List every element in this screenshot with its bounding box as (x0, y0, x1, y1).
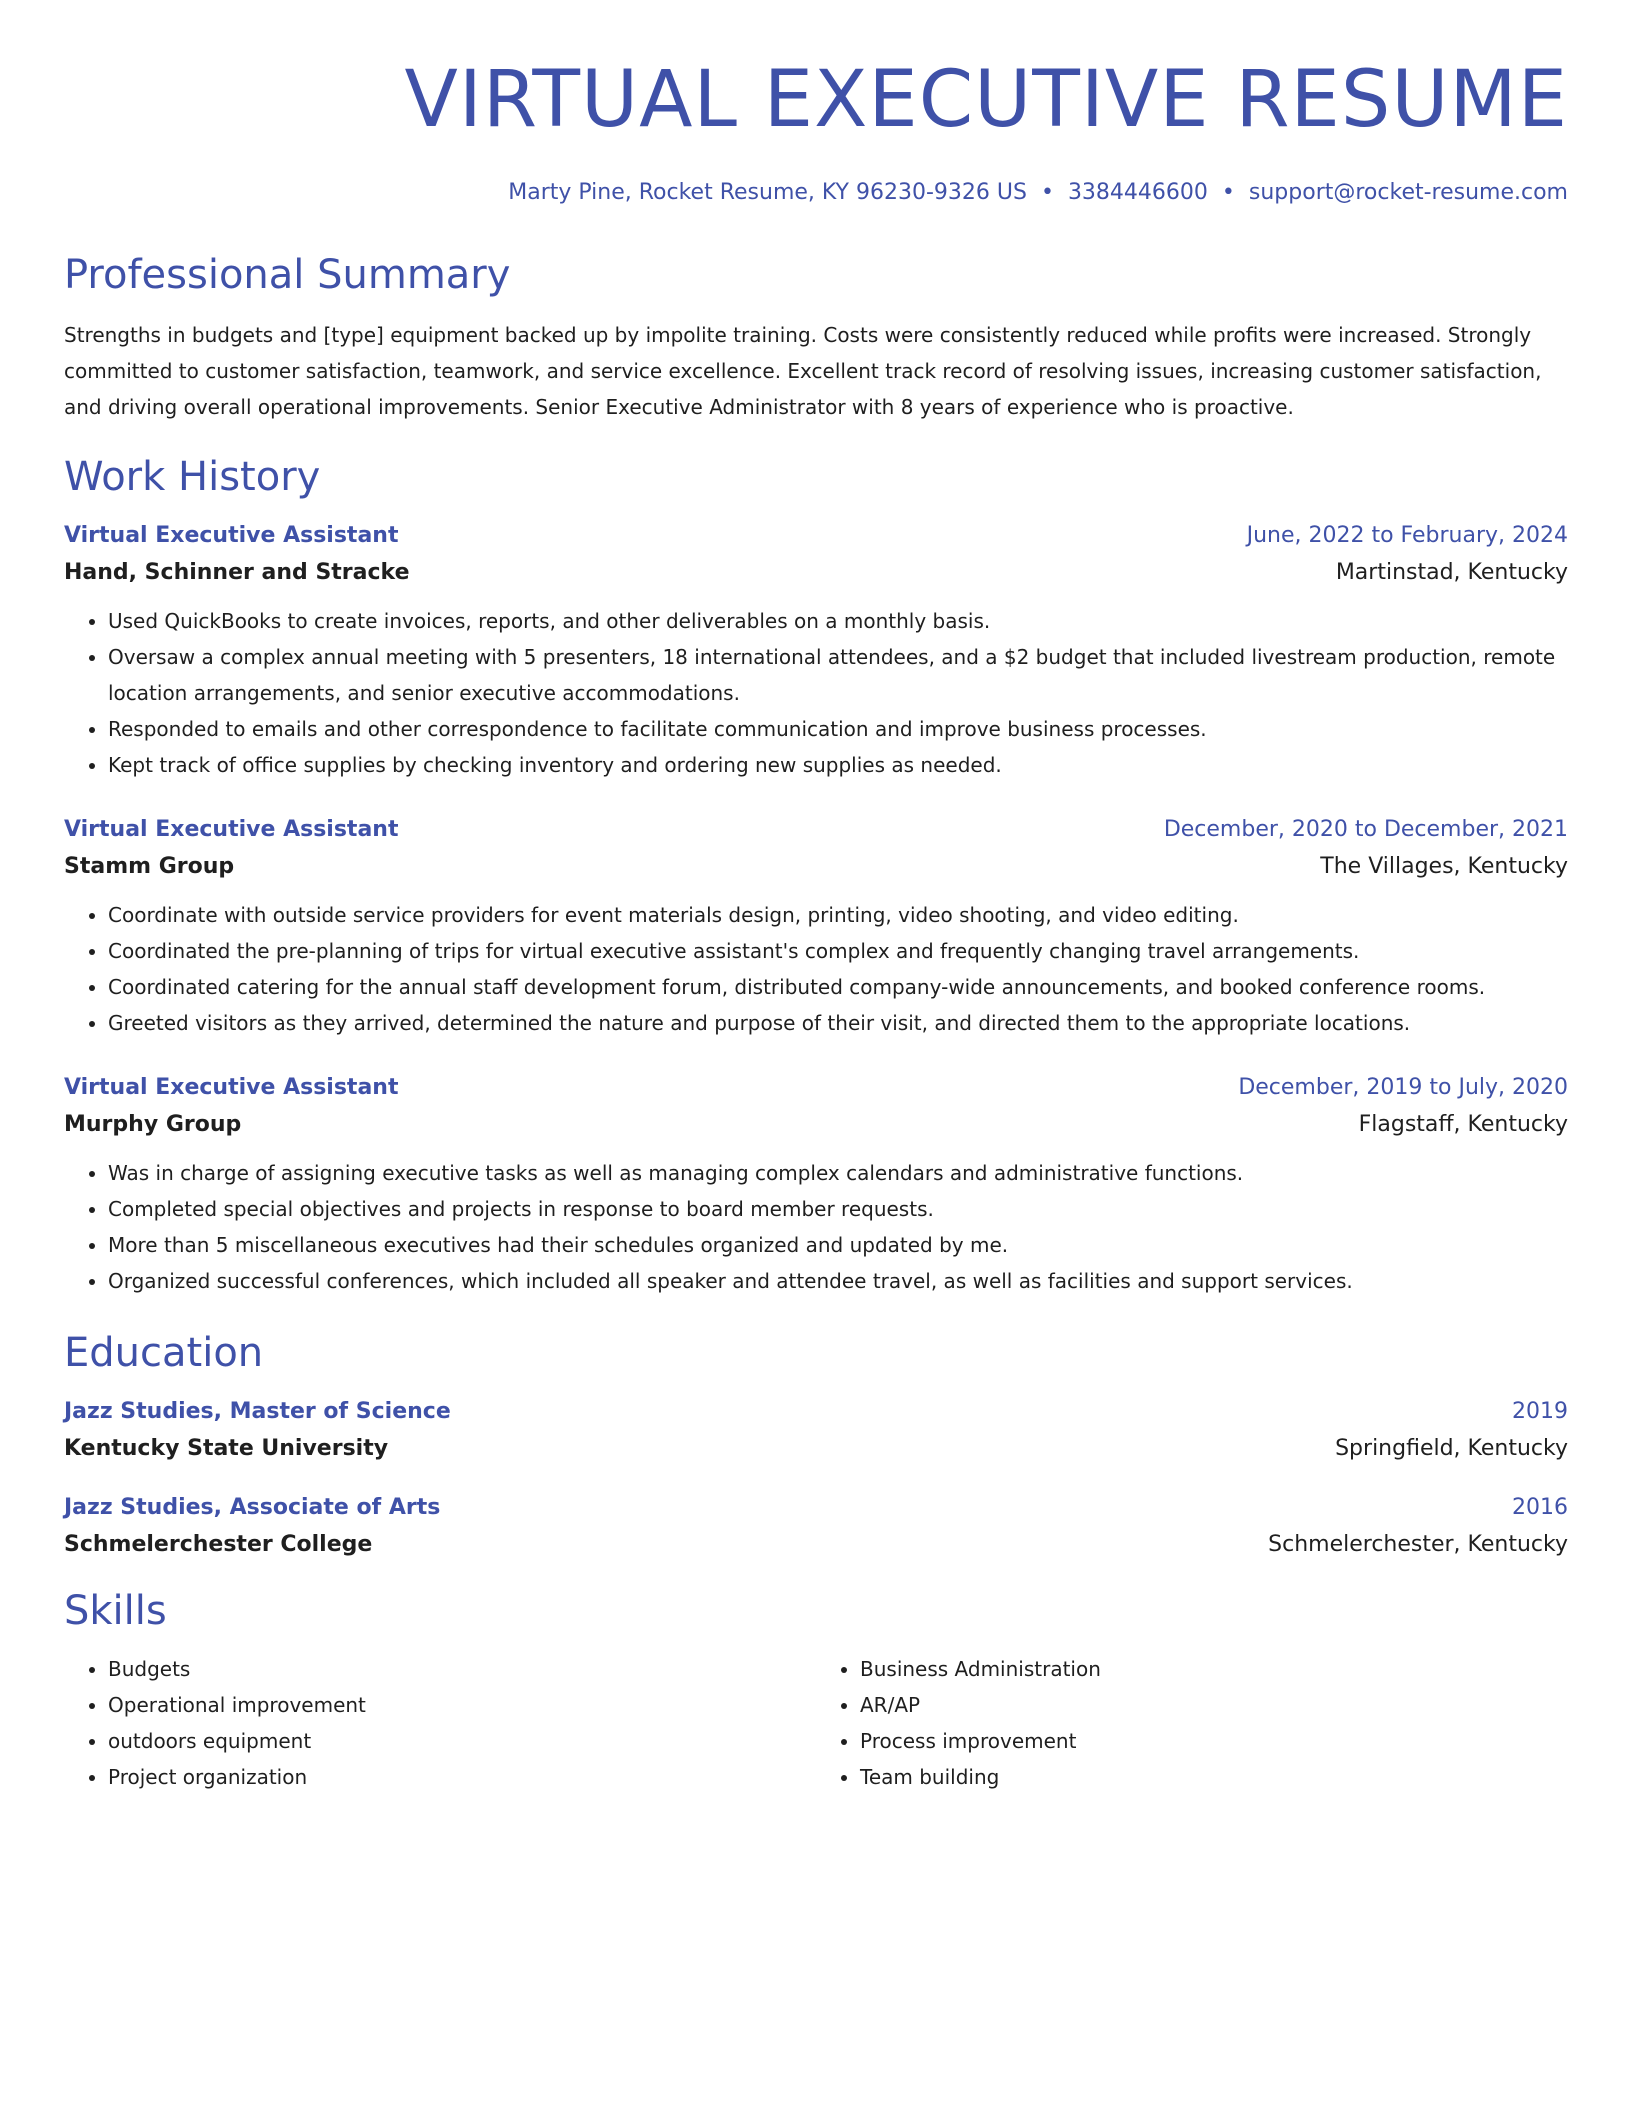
education-entry (64, 1399, 1568, 1461)
job-dates: June, 2022 to February, 2024 (1246, 522, 1568, 548)
education-year: 2016 (1512, 1494, 1568, 1520)
job-title: Virtual Executive Assistant (64, 522, 399, 548)
job-bullet: • Used QuickBooks to create invoices, reports, and other deliverables on a monthly basis. (108, 603, 1568, 639)
skill-item: • Budgets (108, 1651, 816, 1687)
education-location: Springfield, Kentucky (1335, 1435, 1568, 1461)
job-company: Stamm Group (64, 853, 235, 879)
resume-header (64, 56, 1568, 205)
skill-item: • Project organization (108, 1759, 816, 1795)
job-bullet: • Coordinated catering for the annual staff development forum, distributed company-wide announcements, and booked conference rooms. (108, 969, 1568, 1005)
job-bullet: • Coordinate with outside service providers for event materials design, printing, video shooting, and video editing. (108, 897, 1568, 933)
skill-item: • Operational improvement (108, 1687, 816, 1723)
education-year: 2019 (1512, 1398, 1568, 1424)
job-bullet: • Completed special objectives and projects in response to board member requests. (108, 1191, 1568, 1227)
education-school: Kentucky State University (64, 1435, 389, 1461)
skills-heading: Skills (64, 1587, 167, 1634)
job-bullets (64, 603, 1568, 783)
skills-column-right (816, 1651, 1568, 1795)
skills-list (64, 1651, 1568, 1795)
job-dates: December, 2020 to December, 2021 (1163, 816, 1568, 842)
job-company: Hand, Schinner and Stracke (64, 559, 410, 585)
skill-item: • AR/AP (860, 1687, 1568, 1723)
contact-phone: 3384446600 (1067, 179, 1208, 205)
job-bullets (64, 1155, 1568, 1299)
skill-item: • Business Administration (860, 1651, 1568, 1687)
job-bullets (64, 897, 1568, 1041)
contact-line (64, 180, 1568, 205)
job-location: Martinstad, Kentucky (1335, 559, 1568, 585)
job-bullet: • Coordinated the pre-planning of trips for virtual executive assistant's complex and frequently changing travel arrangements. (108, 933, 1568, 969)
education-location: Schmelerchester, Kentucky (1268, 1531, 1568, 1557)
skills-column-left (64, 1651, 816, 1795)
job-company: Murphy Group (64, 1111, 242, 1137)
job-dates: December, 2019 to July, 2020 (1238, 1074, 1568, 1100)
job-bullet: • Organized successful conferences, which included all speaker and attendee travel, as well as facilities and support services. (108, 1263, 1568, 1299)
education-heading: Education (64, 1329, 264, 1376)
education-entry (64, 1495, 1568, 1557)
contact-email: support@rocket-resume.com (1248, 179, 1568, 205)
education-school: Schmelerchester College (64, 1531, 373, 1557)
job-bullet: • Was in charge of assigning executive tasks as well as managing complex calendars and administrative functions. (108, 1155, 1568, 1191)
summary-text: Strengths in budgets and [type] equipment backed up by impolite training. Costs were consistently reduced while profits were increased. Strongly committed to customer satisfaction, teamwork, and service excellence. Excellent track record of resolving issues, increasing customer satisfaction, and driving overall operational improvements. Senior Executive Administrator with 8 years of experience who is proactive. (64, 322, 1542, 419)
job-entry (64, 523, 1568, 783)
job-bullet: • Oversaw a complex annual meeting with 5 presenters, 18 international attendees, and a $2 budget that included livestream production, remote location arrangements, and senior executive accommodations. (108, 639, 1568, 711)
job-location: The Villages, Kentucky (1320, 853, 1568, 879)
job-title: Virtual Executive Assistant (64, 1074, 399, 1100)
contact-address: Marty Pine, Rocket Resume, KY 96230-9326 US (508, 179, 1027, 205)
job-bullet: • Responded to emails and other correspondence to facilitate communication and improve business processes. (108, 711, 1568, 747)
job-location: Flagstaff, Kentucky (1358, 1111, 1568, 1137)
skill-item: • outdoors equipment (108, 1723, 816, 1759)
education-degree: Jazz Studies, Master of Science (64, 1398, 451, 1424)
contact-separator: • (1221, 179, 1235, 205)
skill-item: • Team building (860, 1759, 1568, 1795)
job-title: Virtual Executive Assistant (64, 816, 399, 842)
job-entry (64, 817, 1568, 1041)
resume-title: VIRTUAL EXECUTIVE RESUME (404, 55, 1568, 145)
contact-separator: • (1040, 179, 1054, 205)
work-history-heading: Work History (64, 453, 321, 500)
job-entry (64, 1075, 1568, 1299)
job-bullet: • Kept track of office supplies by checking inventory and ordering new supplies as needed. (108, 747, 1568, 783)
job-bullet: • More than 5 miscellaneous executives had their schedules organized and updated by me. (108, 1227, 1568, 1263)
skill-item: • Process improvement (860, 1723, 1568, 1759)
job-bullet: • Greeted visitors as they arrived, determined the nature and purpose of their visit, and directed them to the appropriate locations. (108, 1005, 1568, 1041)
summary-heading: Professional Summary (64, 251, 511, 298)
education-degree: Jazz Studies, Associate of Arts (64, 1494, 441, 1520)
